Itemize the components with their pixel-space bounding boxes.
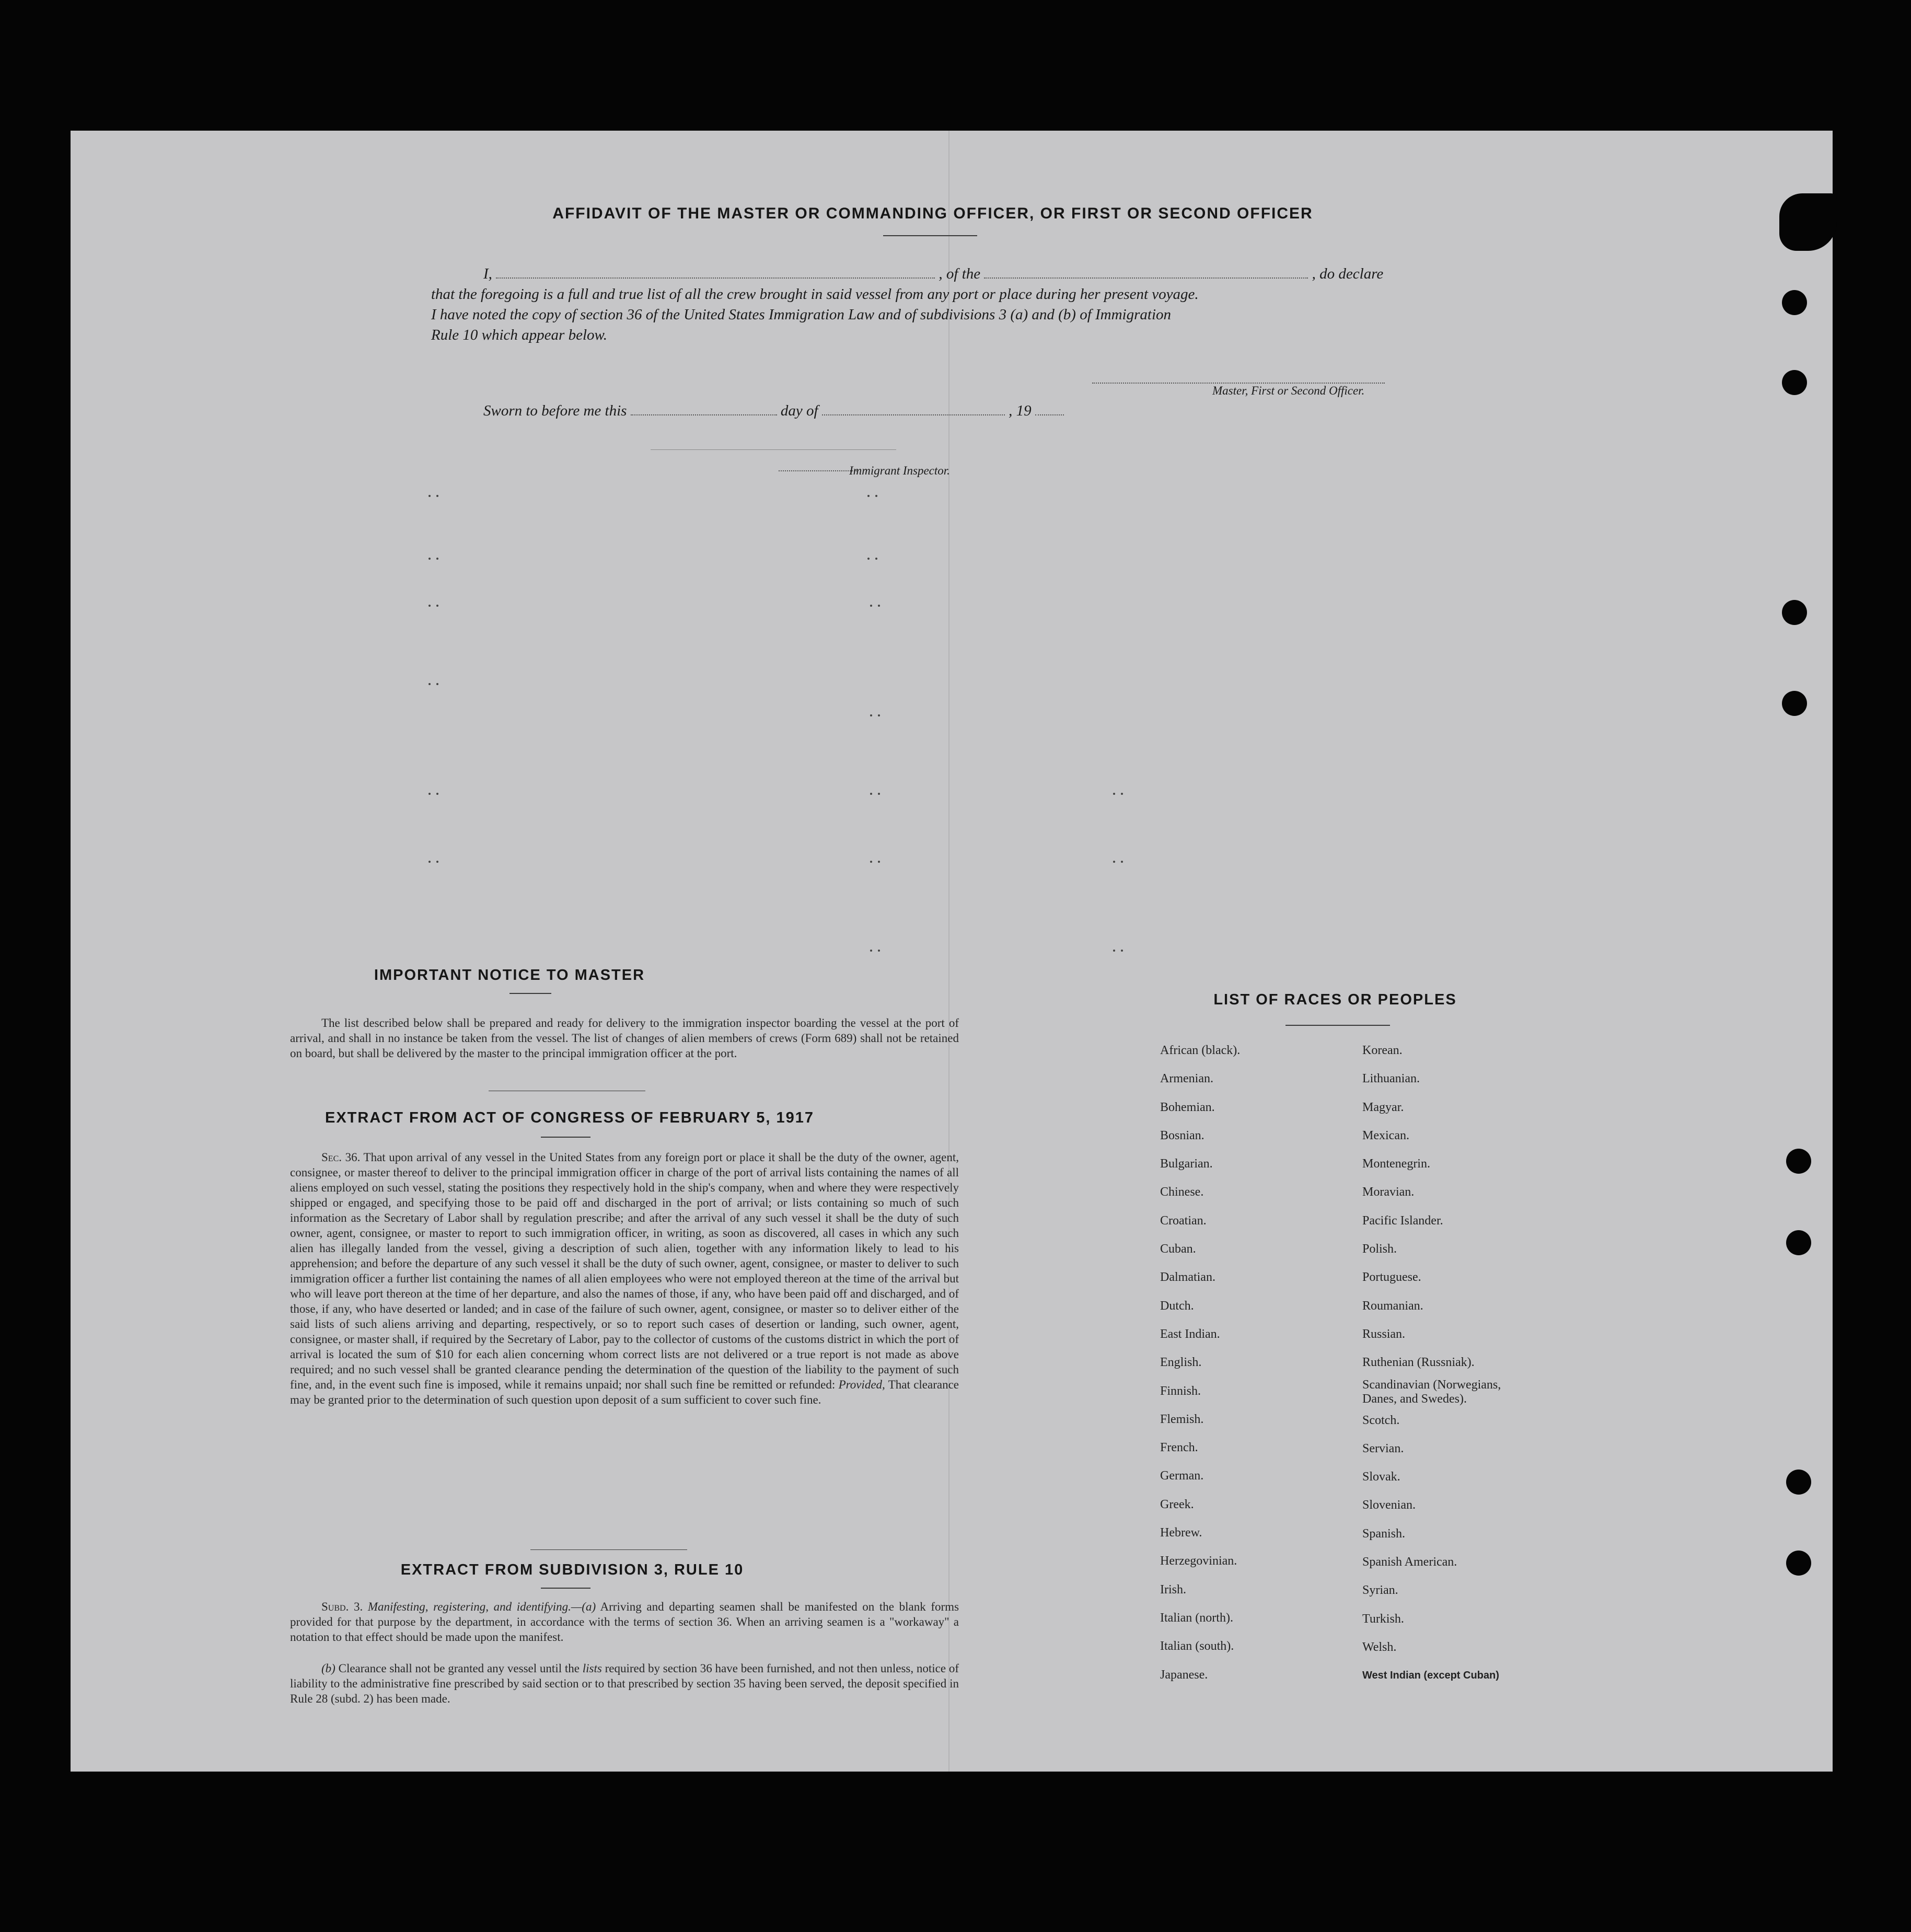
master-signature-field[interactable] [1092,371,1385,384]
inspector-signature-line [651,449,896,450]
race-item: Flemish. [1160,1412,1204,1426]
sworn-label: Sworn to before me this [483,402,627,419]
race-item: Spanish American. [1362,1555,1457,1569]
day-of-label: day of [780,402,818,419]
race-item: Roumanian. [1362,1299,1423,1313]
act-extract-title: EXTRACT FROM ACT OF CONGRESS OF FEBRUARY 5, 1917 [325,1109,815,1126]
race-item: French. [1160,1441,1198,1455]
race-item: Welsh. [1362,1640,1397,1654]
binder-hole [1782,290,1807,315]
race-item: Syrian. [1362,1583,1398,1598]
race-item: Scotch. [1362,1413,1400,1427]
race-item: Servian. [1362,1441,1404,1455]
subd-b-label: (b) [321,1662,335,1675]
inspector-signature-field[interactable] [779,459,857,471]
race-item: Mexican. [1362,1128,1409,1142]
section-36-text: That upon arrival of any vessel in the United States from any foreign port or place it shall be the duty of the owner, agent, consignee, or master thereof to deliver to the principal immigration officer in charge of the port of arrival lists containing the names of all aliens employed on such vessel, stating the positions they respectively hold in the ship's company, when and where they were respectively shipped or engaged, and specifying those to be paid off and discharged in the port of arrival; or lists containing so much of such information as the Secretary of Labor shall by regulation prescribe; and after the arrival of any such vessel it shall be the duty of such owner, agent, consignee, or master to report to such immigration officer, in writing, as soon as discovered, all cases in which any such alien has illegally landed from the vessel, giving a description of such alien, together with any information likely to lead to his apprehension; and before the departure of any such vessel it shall be the duty of such owner, agent, consignee, or master to deliver to such immigration officer a further list containing the names of all alien employees who were not employed thereon at the time of the arrival but who will leave port thereon at the time of her departure, and also the names of those, if any, who have been paid off and discharged, and of those, if any, who have deserted or landed; and in case of the failure of such owner, agent, consignee, or master so to deliver either of the said lists of such aliens arriving and departing, respectively, or so to report such cases of desertion or landing, such owner, agent, consignee, or master shall, if required by the Secretary of Labor, pay to the collector of customs of the customs district in which the port of arrival is located the sum of $10 for each alien concerning whom correct lists are not delivered or a true report is not made as above required; and no such vessel shall be granted clearance pending the determination of the question of the liability to the payment of such fine, and, in the event such fine is imposed, while it remains unpaid; nor shall such fine be remitted or refunded: [290,1151,959,1391]
page-fold [948,131,949,1772]
race-item: Dutch. [1160,1299,1194,1313]
race-item: Japanese. [1160,1668,1208,1682]
race-item: Armenian. [1160,1072,1213,1086]
act-extract-rule [541,1137,590,1138]
subd-3-label: Subd. 3. [321,1600,363,1613]
race-item: Pacific Islander. [1362,1213,1443,1228]
binder-hole [1782,370,1807,395]
declare-label: , do declare [1312,265,1384,282]
race-item: East Indian. [1160,1327,1220,1341]
race-item: Montenegrin. [1362,1157,1430,1171]
race-item: Cuban. [1160,1242,1196,1256]
master-signature-label: Master, First or Second Officer. [1212,384,1365,397]
subd-a-text: Arriving and departing seamen shall be manifested on the blank forms provided for that purpose by the department, in accordance with the terms of section 36. When an arriving seamen is a "workaway" a notation to that effect should be made upon the manifest. [290,1600,959,1644]
race-item: Ruthenian (Russniak). [1362,1356,1475,1370]
subd-b-lists: lists [582,1662,602,1675]
binder-hole [1786,1470,1811,1495]
act-extract-text [290,1150,959,1407]
race-item: Spanish. [1362,1526,1406,1541]
race-item: Turkish. [1362,1612,1404,1626]
sworn-line [483,402,1064,420]
sworn-year-field[interactable] [1035,403,1064,415]
race-item: Dalmatian. [1160,1270,1215,1285]
race-item: Hebrew. [1160,1526,1202,1540]
race-item: Italian (north). [1160,1611,1233,1625]
race-item: Italian (south). [1160,1639,1234,1653]
race-item: Slovak. [1362,1470,1400,1484]
binder-hole [1782,600,1807,625]
race-item: German. [1160,1469,1204,1483]
sworn-day-field[interactable] [631,403,777,415]
notice-title: IMPORTANT NOTICE TO MASTER [374,967,645,984]
race-item: Irish. [1160,1582,1186,1596]
declarant-name-field[interactable] [496,266,935,279]
declarant-label: I, [483,265,492,282]
declaration-line-2: that the foregoing is a full and true list of all the crew brought in said vessel from any port or place during her present voyage. [431,286,1199,303]
race-item: Chinese. [1160,1185,1204,1199]
declaration-line-3: I have noted the copy of section 36 of the United States Immigration Law and of subdivisions 3 (a) and (b) of Immigration [431,306,1172,323]
race-item: Russian. [1362,1327,1406,1341]
binder-hole [1786,1551,1811,1576]
section-36-label: Sec. 36. [321,1151,361,1164]
notice-text: The list described below shall be prepared and ready for delivery to the immigration inspector boarding the vessel at the port of arrival, and shall in no instance be taken from the vessel. The list of changes of alien members of crews (Form 689) shall not be retained on board, but shall be delivered by the master to the principal immigration officer at the port. [290,1016,959,1060]
rule-extract-text-a [290,1599,959,1645]
race-item: Polish. [1362,1242,1397,1256]
affidavit-title-rule [883,235,977,236]
provided-label: Provided, [838,1378,885,1391]
race-item: Finnish. [1160,1384,1201,1398]
rule-extract-text-b [290,1661,959,1706]
vessel-name-field[interactable] [984,266,1308,279]
year-label: , 19 [1009,402,1032,419]
race-item: Korean. [1362,1044,1403,1057]
sworn-month-field[interactable] [822,403,1005,415]
act-extract-end-rule [530,1549,687,1550]
declaration-line-4: Rule 10 which appear below. [431,327,607,343]
race-item: Herzegovinian. [1160,1554,1237,1568]
races-title: LIST OF RACES OR PEOPLES [1213,991,1457,1008]
race-item: Moravian. [1362,1185,1415,1199]
race-item: Scandinavian (Norwegians, Danes, and Swedes). [1362,1378,1501,1406]
document-page [71,131,1833,1772]
inspector-label: Immigrant Inspector. [849,464,950,477]
subd-b-text-2: required by section 36 have been furnished, and not then unless, notice of liability to the administrative fine prescribed by said section or to that prescribed by section 35 having been served, the deposit specified in Rule 28 (subd. 2) has been made. [290,1662,959,1705]
race-item: Greek. [1160,1497,1194,1511]
rule-extract-rule [541,1588,590,1589]
subd-3-heading: Manifesting, registering, and identifying. [367,1600,571,1613]
subd-b-text-1: Clearance shall not be granted any vessel until the [338,1662,580,1675]
races-left-column [1160,1036,1240,1689]
vessel-label: , of the [939,265,981,282]
rule-extract-title: EXTRACT FROM SUBDIVISION 3, RULE 10 [400,1561,744,1578]
race-item: Bohemian. [1160,1100,1215,1114]
races-right-column [1362,1036,1530,1690]
races-title-rule [1285,1025,1390,1026]
race-item: Lithuanian. [1362,1072,1420,1086]
affidavit-title: AFFIDAVIT OF THE MASTER OR COMMANDING OFFICER, OR FIRST OR SECOND OFFICER [552,205,1313,222]
binder-hole [1786,1230,1811,1255]
race-item: Croatian. [1160,1213,1207,1228]
binder-hole [1782,691,1807,716]
race-item: Bosnian. [1160,1128,1204,1142]
race-item: African (black). [1160,1044,1241,1057]
notice-title-rule [509,993,551,994]
section-36-text-end: That clearance may be granted prior to the determination of such question upon deposit of a sum sufficient to cover such fine. [290,1378,959,1406]
race-item: Portuguese. [1362,1270,1421,1285]
race-item: Slovenian. [1362,1498,1416,1512]
race-item: West Indian (except Cuban) [1362,1670,1499,1682]
subd-a-label: —(a) [571,1600,596,1613]
race-item: Bulgarian. [1160,1157,1213,1171]
torn-corner [1779,193,1837,251]
binder-hole [1786,1149,1811,1174]
race-item: English. [1160,1356,1202,1370]
race-item: Magyar. [1362,1100,1404,1114]
affidavit-declaration [431,264,1468,345]
